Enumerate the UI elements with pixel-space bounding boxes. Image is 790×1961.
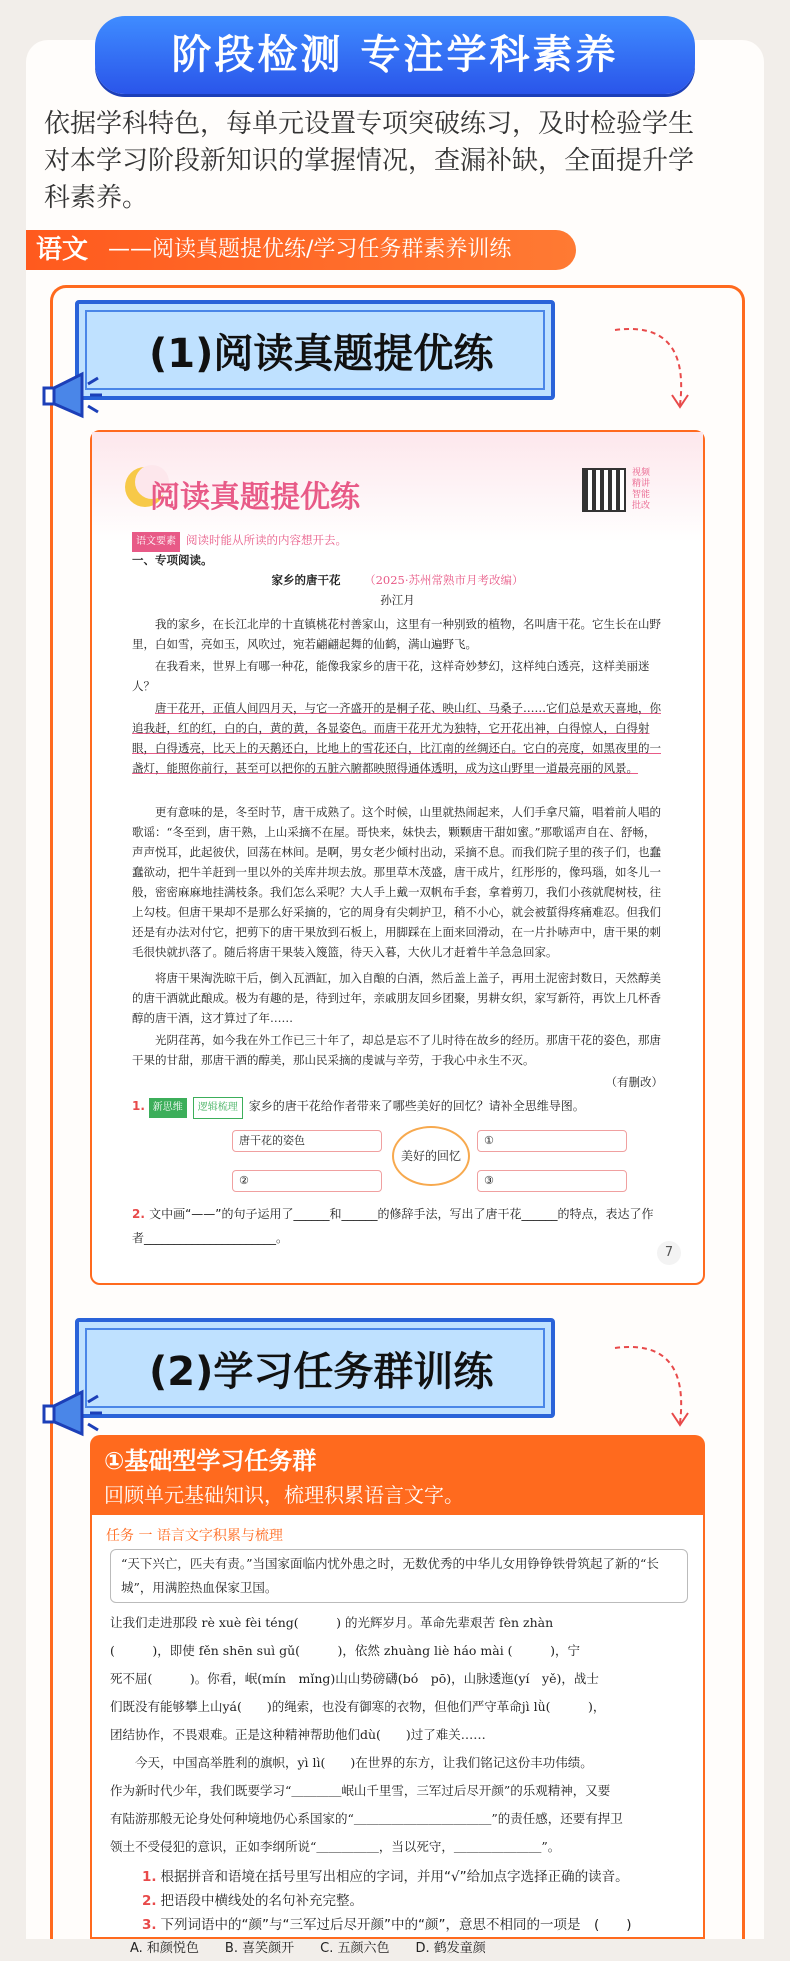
mind-map bbox=[232, 1122, 632, 1212]
quote-box: “天下兴亡，匹夫有责。”当国家面临内忧外患之时，无数优秀的中华儿女用铮铮铁骨筑起了新的“长城”，用满腔热血保家卫国。 bbox=[110, 1549, 688, 1603]
taskgroup-inner bbox=[92, 1515, 703, 1937]
qr-tag: 视频精讲 智能批改 bbox=[632, 468, 651, 511]
mind-item-1: 唐干花的姿色 bbox=[232, 1130, 382, 1152]
element-tag: 语文要素 bbox=[132, 532, 180, 552]
passage-line-8: 有陆游那般无论身处何种境地仍心系国家的“＿＿＿＿＿＿＿＿＿＿＿”的责任感，还要有捍卫 bbox=[110, 1811, 623, 1826]
mind-item-3[interactable]: ② bbox=[232, 1170, 382, 1192]
question-2: 2. 文中画“——”的句子运用了______和______的修辞手法，写出了唐干花______的特点，表达了作者______________________。 bbox=[132, 1207, 654, 1245]
taskgroup-title: ①基础型学习任务群 bbox=[104, 1447, 317, 1475]
paragraph-2: 在我看来，世界上有哪一种花，能像我家乡的唐干花，这样奇妙梦幻，这样纯白透亮，这样美丽迷人？ bbox=[132, 659, 650, 693]
tg-question-3: 3. 下列词语中的“颜”与“三军过后尽开颜”中的“颜”，意思不相同的一项是 ( ) bbox=[142, 1917, 632, 1933]
paragraph-1: 我的家乡，在长江北岸的十直镇桃花村善家山，这里有一种别致的植物，名叫唐干花。它生长在山野里，白如雪，亮如玉，风吹过，宛若翩翩起舞的仙鹤，满山遍野飞。 bbox=[132, 617, 661, 651]
dashed-arrow-icon bbox=[610, 1333, 710, 1433]
section1-title: (1)阅读真题提优练 bbox=[149, 331, 494, 377]
q1-tag-new: 新思维 bbox=[149, 1098, 187, 1118]
passage-line-9: 领土不受侵犯的意识，正如李纲所说“＿＿＿＿＿，当以死守，＿＿＿＿＿＿＿”。 bbox=[110, 1839, 561, 1854]
q2-text: 文中画“——”的句子运用了______和______的修辞手法，写出了唐干花______的特点，表达了作者______________________。 bbox=[132, 1207, 654, 1245]
tg-options: A. 和颜悦色 B. 喜笑颜开 C. 五颜六色 D. 鹤发童颜 bbox=[130, 1941, 486, 1956]
taskgroup-body bbox=[90, 1515, 705, 1939]
article-source: （2025·苏州常熟市月考改编） bbox=[364, 573, 524, 587]
subject-name: 语文 bbox=[36, 235, 89, 265]
tg-question-1: 1. 根据拼音和语境在括号里写出相应的字词，并用“√”给加点字选择正确的读音。 bbox=[142, 1869, 629, 1885]
subject-bar bbox=[26, 230, 576, 270]
article-author: 孙江月 bbox=[380, 593, 415, 607]
paragraph-5: 将唐干果淘洗晾干后，倒入瓦酒缸，加入自酿的白酒，然后盖上盖子，再用土泥密封数日，天然醇美的唐干酒就此酿成。极为有趣的是，待到过年，亲戚朋友回乡团聚，男耕女织，家写新符，再饮上几杯香醇的唐干酒，这才算过了年…… bbox=[132, 971, 661, 1025]
section1-header bbox=[75, 300, 555, 400]
element-text: 阅读时能从所读的内容想开去。 bbox=[186, 533, 347, 547]
note: （有删改） bbox=[605, 1075, 663, 1089]
passage-line-1: 让我们走进那段 rè xuè fèi téng( ) 的光辉岁月。革命先辈艰苦 fèn zhàn bbox=[110, 1615, 554, 1630]
mind-item-2[interactable]: ① bbox=[477, 1130, 627, 1152]
passage-line-6: 今天，中国高举胜利的旗帜，yì lì( )在世界的东方，让我们铭记这份丰功伟绩。 bbox=[135, 1755, 593, 1770]
q1-tag-logic: 逻辑梳理 bbox=[193, 1097, 243, 1119]
paragraph-4: 更有意味的是，冬至时节，唐干成熟了。这个时候，山里就热闹起来，人们手拿尺篇，唱着前人唱的歌谣：“冬至到，唐干熟，上山采摘不在屋。哥快来，妹快去，颗颗唐干甜如蜜。”那歌谣声自在、舒畅，声声悦耳，此起彼伏，回荡在林间。是啊，男女老少倾村出动，采摘不息。而我们院子里的孩子们，也蠢蠢欲动，把牛羊赶到一里以外的关库井坝去放。那里草木茂盛，唐干成片，红彤彤的，像玛瑙，如冬儿一般，密密麻麻地挂满枝条。我们怎么采呢？大人手上戴一双帆布手套，拿着剪刀，我们小孩就爬树枝，往上勾枝。但唐干果却不是那么好采摘的，它的周身有尖刺护卫，稍不小心，就会被蜇得疼痛难忍。但我们还是有办法对付它，把剪下的唐干果放到石板上，用脚踩在上面来回滑动，在一片扑哧声中，唐干果的刺毛很快就扒落了。随后将唐干果装入篾篮，待天入暮，大伙儿才赶着牛羊急急回家。 bbox=[132, 805, 661, 959]
dashed-arrow-icon bbox=[610, 315, 710, 415]
element-line bbox=[132, 530, 663, 552]
question-1: 1. 新思维 逻辑梳理 家乡的唐干花给作者带来了哪些美好的回忆？请补全思维导图。 bbox=[132, 1096, 663, 1119]
intro-text: 依据学科特色，每单元设置专项突破练习，及时检验学生对本学习阶段新知识的掌握情况，查漏补缺，全面提升学科素养。 bbox=[44, 109, 695, 213]
page-number: 7 bbox=[657, 1241, 681, 1265]
passage-line-4: 们既没有能够攀上山yá( )的绳索，也没有御寒的衣物，但他们严守革命jì lǜ( )， bbox=[110, 1699, 606, 1714]
taskgroup-desc: 回顾单元基础知识，梳理积累语言文字。 bbox=[104, 1483, 464, 1507]
section2-header bbox=[75, 1318, 555, 1418]
sample-page bbox=[90, 430, 705, 1285]
section2-title: (2)学习任务群训练 bbox=[149, 1349, 494, 1395]
banner-title: 阶段检测 专注学科素养 bbox=[171, 32, 619, 78]
passage-line-7: 作为新时代少年，我们既要学习“＿＿＿＿岷山千里雪，三军过后尽开颜”的乐观精神，又要 bbox=[110, 1783, 611, 1798]
subject-desc: ——阅读真题提优练/学习任务群素养训练 bbox=[108, 237, 512, 262]
passage-line-5: 团结协作，不畏艰难。正是这种精神帮助他们dù( )过了难关…… bbox=[110, 1727, 486, 1742]
qr-code-icon bbox=[582, 468, 626, 512]
mind-center: 美好的回忆 bbox=[392, 1126, 470, 1186]
passage-line-2: ( )，即使 fěn shēn suì gǔ( )，依然 zhuàng liè háo mài ( )，宁 bbox=[110, 1643, 580, 1658]
top-banner bbox=[95, 16, 695, 94]
megaphone-icon bbox=[42, 360, 112, 430]
q1-text: 家乡的唐干花给作者带来了哪些美好的回忆？请补全思维导图。 bbox=[248, 1099, 585, 1113]
article-title-line bbox=[132, 570, 663, 590]
paragraph-6: 光阴荏苒，如今我在外工作已三十年了，却总是忘不了儿时待在故乡的经历。那唐干花的姿色，那唐干果的甘甜，那唐干酒的醇美，那山民采摘的虔诚与辛劳，于我心中永生不灭。 bbox=[132, 1033, 661, 1067]
part-heading: 一、专项阅读。 bbox=[132, 553, 213, 567]
sample-page-title: 阅读真题提优练 bbox=[150, 480, 360, 515]
task-label: 任务 一 语言文字积累与梳理 bbox=[106, 1528, 283, 1544]
paragraph-3: 唐干花开，正值人间四月天，与它一齐盛开的是桐子花、映山红、马桑子……它们总是欢天喜地，你追我赶，红的红，白的白，黄的黄，各显姿色。而唐干花开尤为独特，它开花出神，白得惊人，白得射眼，白得透亮，比天上的天鹅还白，比地上的雪花还白，比江南的丝绸还白。它白的亮度，如黑夜里的一盏灯，能照你前行，甚至可以把你的五脏六腑都映照得通体透明，成为这山野里一道最亮丽的风景。 bbox=[132, 701, 661, 775]
tg-question-2: 2. 把语段中横线处的名句补充完整。 bbox=[142, 1893, 364, 1909]
mind-item-4[interactable]: ③ bbox=[477, 1170, 627, 1192]
taskgroup-header bbox=[90, 1435, 705, 1515]
article-title: 家乡的唐干花 bbox=[271, 573, 341, 587]
passage-line-3: 死不屈( )。你看，岷(mín mǐng)山山势磅礴(bó pō)，山脉逶迤(yí yě)，战士 bbox=[110, 1671, 599, 1686]
